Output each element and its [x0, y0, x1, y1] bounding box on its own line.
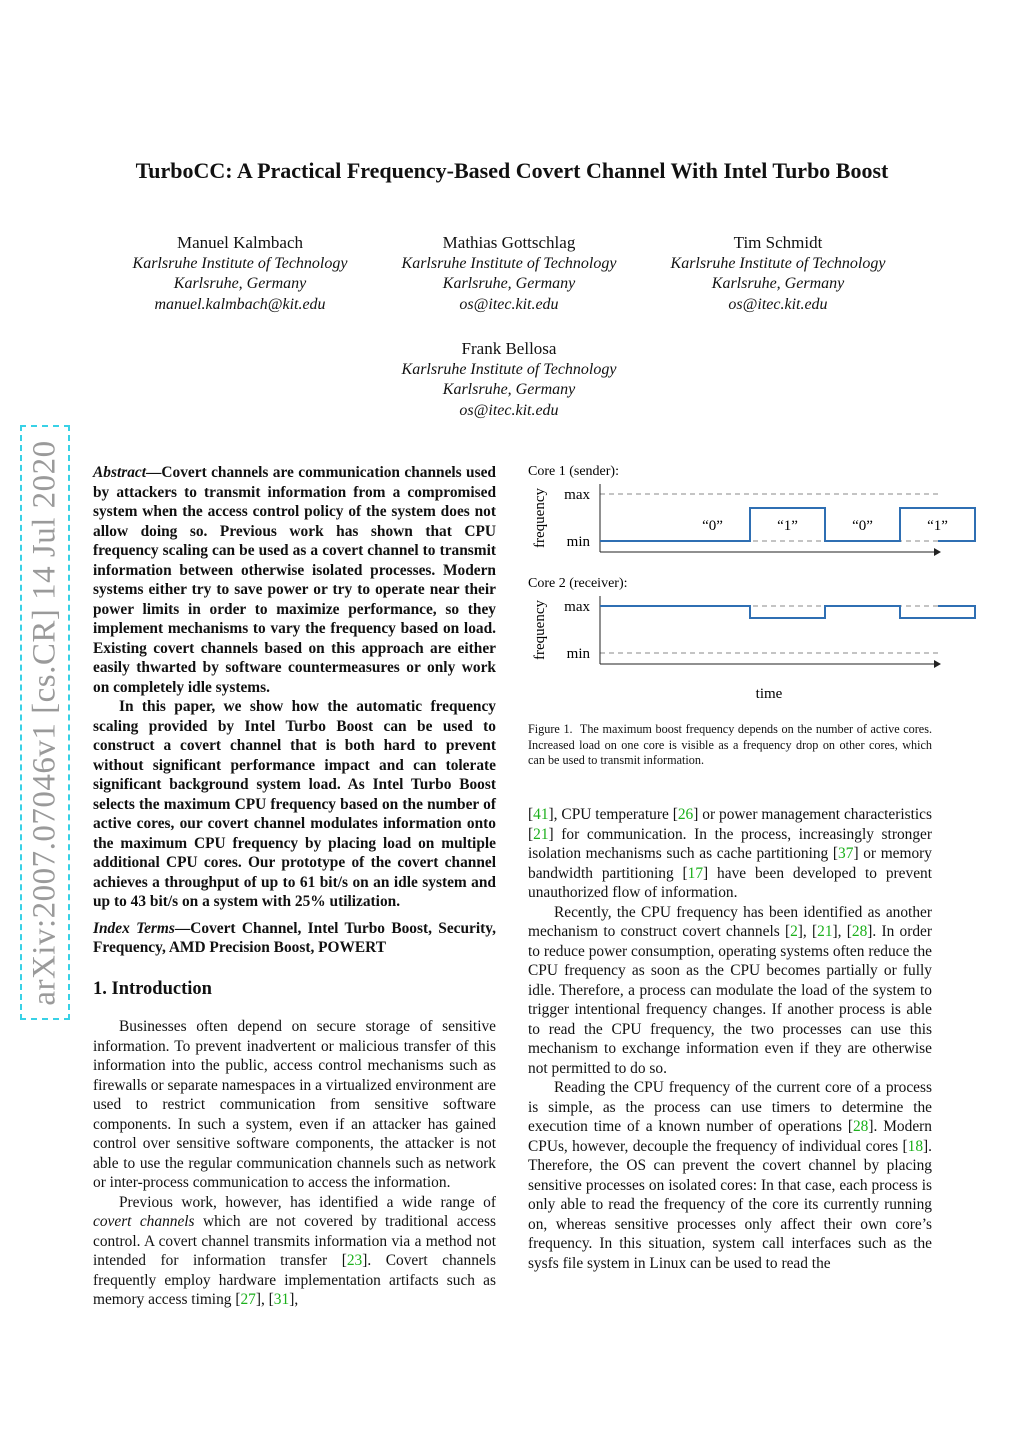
intro-paragraph-2 [93, 1193, 496, 1310]
citation-link[interactable]: 27 [240, 1291, 256, 1308]
abstract-paragraph-1: Abstract—Covert channels are communication channels used by attackers to transmit information from a compromised system when the access control policy of the system does not allow doing so. Previous work has shown that CPU frequency scaling can be used as a covert channel to transmit information between otherwise isolated processes. Modern systems either try to save power or try to operate near their power limits in order to maximize performance, so they implement mechanisms to vary the frequency based on load. Existing covert channels based on this approach are either easily thwarted by software countermeasures or only work on completely idle systems. [93, 464, 496, 696]
text: Recently, the CPU frequency has been identified as another mechanism to construct covert channels [ [528, 903, 932, 940]
author-affiliation: Karlsruhe Institute of Technology [670, 254, 886, 272]
citation-link[interactable]: 2 [790, 923, 798, 940]
author-name: Manuel Kalmbach [176, 233, 304, 252]
arxiv-identifier-text: arXiv:2007.07046v1 [cs.CR] 14 Jul 2020 [26, 439, 63, 1006]
chart-1-bit-label: “1” [927, 518, 948, 534]
paper-title: TurboCC: A Practical Frequency-Based Covert Channel With Intel Turbo Boost [135, 158, 889, 183]
text: ]. In order to reduce power consumption, operating systems often reduce the CPU frequency as soon as the CPU becomes partially or fully idle. Therefore, a process can modulate the load of the system to trigger intentional frequency changes. If another process is able to read the CPU frequency, the two processes can use this mechanism to exchange information even if they are otherwise not permitted to do so. [528, 923, 933, 1077]
text: ] have been developed to prevent unauthorized flow of information. [528, 864, 932, 901]
arxiv-identifier-stamp[interactable] [20, 425, 70, 1020]
text: ], CPU temperature [ [548, 806, 678, 823]
chart-1-bit-label: “1” [777, 518, 798, 534]
text: [ [528, 806, 534, 823]
author-email[interactable]: os@itec.kit.edu [459, 401, 559, 419]
text: ]. Modern CPUs, however, decouple the frequency of individual cores [ [528, 1118, 932, 1155]
author-name: Frank Bellosa [461, 339, 557, 358]
abstract-text-2c: on a system with [181, 893, 292, 910]
text: ] for communication. In the process, increasingly stronger isolation mechanisms such as cache partitioning [ [528, 825, 932, 862]
chart-2-title: Core 2 (receiver): [528, 576, 628, 591]
author-email[interactable]: manuel.kalmbach@kit.edu [154, 295, 326, 313]
citation-link[interactable]: 18 [907, 1137, 924, 1155]
utilization-value: 25% [294, 893, 326, 910]
citation-link[interactable]: 28 [852, 1118, 869, 1135]
text: ]. Therefore, the OS can prevent the covert channel by placing sensitive processes on isolated cores: In that case, each process is only able to read the frequency of the core its currently running on, whereas sensitive processes only affect their own core’s frequency. In this situation, system call interfaces such as the sysfs file system in Linux can be used to read the [528, 1137, 932, 1272]
citation-link[interactable]: 37 [838, 845, 854, 862]
chart-1-ylabel: frequency [532, 488, 548, 548]
intro-text-2e: ], [289, 1291, 299, 1308]
author-name: Mathias Gottschlag [442, 233, 576, 252]
chart-1-x-arrow [934, 548, 941, 556]
text: ] or memory bandwidth partitioning [ [528, 845, 932, 882]
author-block-1 [110, 233, 370, 315]
citation-link[interactable]: 26 [677, 806, 694, 823]
section-heading-introduction: 1. Introduction [93, 978, 212, 999]
right-paragraph-2 [528, 903, 932, 1079]
abstract-label: Abstract [93, 464, 147, 481]
citation-link[interactable]: 17 [687, 864, 704, 882]
text: ], [ [832, 923, 852, 940]
abstract-paragraph-2 [93, 697, 496, 912]
author-block-3 [648, 233, 908, 315]
author-block-2 [379, 233, 639, 315]
author-affiliation: Karlsruhe Institute of Technology [132, 254, 348, 272]
right-paragraph-1 [528, 805, 932, 903]
chart-1-bit-label: “0” [852, 518, 873, 534]
citation-link[interactable]: 21 [533, 825, 549, 843]
abstract-text-2d: utilization. [329, 893, 401, 910]
author-block-4 [379, 339, 639, 421]
intro-text-2c: ]. Covert channels frequently employ hardware implementation artifacts such as memory access timing [ [93, 1252, 496, 1308]
chart-2-xlabel: time [755, 686, 783, 702]
author-affiliation: Karlsruhe Institute of Technology [401, 360, 617, 378]
chart-1-ytick-min: min [566, 534, 590, 550]
throughput-idle: 61 bit/s [299, 873, 348, 891]
chart-2-ylabel: frequency [532, 600, 548, 660]
author-location: Karlsruhe, Germany [173, 275, 307, 292]
citation-link[interactable]: 21 [817, 923, 833, 940]
author-location: Karlsruhe, Germany [711, 275, 845, 292]
chart-2-ytick-max: max [564, 599, 590, 615]
index-terms-label: Index Terms [93, 919, 175, 937]
author-email[interactable]: os@itec.kit.edu [459, 295, 559, 313]
caption-text: The maximum boost frequency depends on the number of active cores. Increased load on one core is visible as a frequency drop on other cores, which can be used to transmit information. [528, 722, 932, 767]
intro-text-2b: which are not covered by traditional access control. A covert channel transmits information via a method not intended for information transfer [ [93, 1213, 496, 1269]
abstract-text-1: Covert channels are communication channels used by attackers to transmit information from a compromised system when the access control policy of the system does not allow doing so. Previous work has shown that CPU frequency scaling can be used as a covert channel to transmit information between otherwise isolated processes. Modern systems either try to save power or try to operate near their power limits in order to maximize performance, so they implement mechanisms to vary the frequency based on load. Existing covert channels based on this approach are either easily thwarted by software countermeasures or only work on completely idle systems. [93, 464, 496, 696]
author-location: Karlsruhe, Germany [442, 275, 576, 292]
abstract-text-2a: In this paper, we show how the automatic frequency scaling provided by Intel Turbo Boost can be used to construct a covert channel that is both hard to prevent without significant performance impact and can tolerate significant background system load. As Intel Turbo Boost selects the maximum CPU frequency based on the number of active cores, our covert channel modulates information onto the maximum CPU frequency by placing load on multiple additional CPU cores. Our prototype of the covert channel achieves a throughput of up to [93, 698, 496, 891]
text: ], [ [797, 923, 818, 940]
author-email[interactable]: os@itec.kit.edu [728, 295, 828, 313]
intro-paragraph-1: Businesses often depend on secure storage of sensitive information. To prevent inadvertent or malicious transfer of this information into the public, access control mechanisms such as firewalls or separate namespaces in a virtualized environment are used to restrict communication from sensitive software components. In such a system, even if an attacker has gained control over sensitive software components, the attacker is not able to use the regular communication channels such as network or inter-process communication to access the information. [93, 1018, 496, 1191]
citation-link[interactable]: 23 [346, 1252, 363, 1269]
author-affiliation: Karlsruhe Institute of Technology [401, 254, 617, 272]
author-name: Tim Schmidt [733, 233, 823, 252]
right-column [528, 805, 932, 1273]
figure-1-caption [528, 722, 932, 769]
chart-2-x-arrow [934, 660, 941, 668]
left-column [93, 463, 496, 1310]
chart-1-title: Core 1 (sender): [528, 464, 619, 479]
chart-1-ytick-max: max [564, 487, 590, 503]
citation-link[interactable]: 41 [533, 806, 549, 823]
author-location: Karlsruhe, Germany [442, 381, 576, 398]
caption-label: Figure 1. [528, 722, 573, 736]
chart-2-receiver-signal [600, 606, 975, 618]
citation-link[interactable]: 31 [273, 1291, 290, 1308]
abstract-text-2b: on an idle system and up to [93, 873, 496, 910]
index-terms-text: Covert Channel, Intel Turbo Boost, Security, Frequency, AMD Precision Boost, POWERT [93, 919, 496, 956]
index-terms: Index Terms—Covert Channel, Intel Turbo Boost, Security, Frequency, AMD Precision Boost, POWERT [93, 919, 496, 956]
intro-text-2a: Previous work, however, has identified a wide range of [119, 1193, 496, 1211]
chart-2-ytick-min: min [566, 646, 590, 662]
text: ] or power management characteristics [ [528, 806, 932, 843]
right-paragraph-3 [528, 1078, 932, 1273]
chart-1-bit-label: “0” [702, 518, 723, 534]
emphasis-covert-channels: covert channels [93, 1213, 195, 1230]
figure-1-chart [520, 456, 948, 706]
throughput-loaded: 43 bit/s [130, 893, 179, 910]
intro-text-2d: ], [ [255, 1291, 274, 1308]
citation-link[interactable]: 28 [851, 923, 868, 940]
text: Reading the CPU frequency of the current core of a process is simple, as the process can use timers to determine the execution time of a known number of operations [ [528, 1079, 932, 1135]
